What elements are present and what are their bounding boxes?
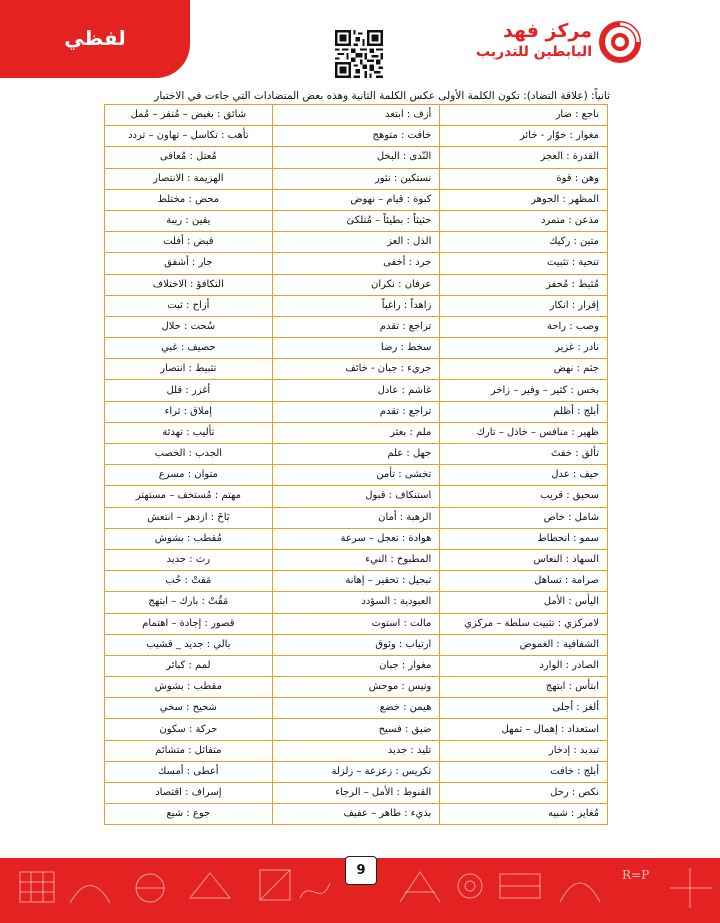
table-row xyxy=(105,592,608,613)
table-cell: قبض : أفلت xyxy=(105,232,273,253)
table-row xyxy=(105,783,608,804)
table-cell: المظهر : الجوهر xyxy=(440,189,608,210)
table-cell: الهزيمة : الانتصار xyxy=(105,168,273,189)
table-cell: ناجع : ضار xyxy=(440,105,608,126)
table-cell: المطبوخ : النيء xyxy=(272,549,440,570)
table-cell: متين : ركيك xyxy=(440,232,608,253)
table-cell: هيمن : خضع xyxy=(272,698,440,719)
table-cell: ألغز : أجلى xyxy=(440,698,608,719)
footer-formula: R=P xyxy=(622,868,650,882)
table-cell: العبودية : السؤدد xyxy=(272,592,440,613)
table-cell: محض : مختلط xyxy=(105,189,273,210)
table-cell: سمو : انحطاط xyxy=(440,528,608,549)
table-cell: استنكاف : قبول xyxy=(272,486,440,507)
table-cell: ارتياب : وثوق xyxy=(272,634,440,655)
table-cell: جهل : علم xyxy=(272,444,440,465)
brand-name-line1: مركز فهد xyxy=(502,20,592,42)
table-row xyxy=(105,677,608,698)
table-cell: تخشى : تأمن xyxy=(272,465,440,486)
table-cell: غاشم : عادل xyxy=(272,380,440,401)
table-cell: إملاق : ثراء xyxy=(105,401,273,422)
table-row xyxy=(105,147,608,168)
table-cell: الرهبة : أمان xyxy=(272,507,440,528)
table-cell: مالت : استوت xyxy=(272,613,440,634)
table-cell: مُثبط : مُحفز xyxy=(440,274,608,295)
table-row xyxy=(105,486,608,507)
table-cell: لمم : كبائر xyxy=(105,655,273,676)
table-cell: بَاخَ : ازدهر – انتعش xyxy=(105,507,273,528)
table-cell: جوع : شبع xyxy=(105,804,273,825)
table-cell: الشفافية : الغموض xyxy=(440,634,608,655)
table-cell: النّدى : البخل xyxy=(272,147,440,168)
table-row xyxy=(105,274,608,295)
table-cell: زاهداً : راغباً xyxy=(272,295,440,316)
section-title: لفظي xyxy=(64,26,126,50)
table-row xyxy=(105,295,608,316)
table-row xyxy=(105,613,608,634)
table-cell: تراجع : تقدم xyxy=(272,401,440,422)
table-cell: ضيق : فسيح xyxy=(272,719,440,740)
table-cell: نادر : غزير xyxy=(440,338,608,359)
table-cell: بذيء : طاهر – عفيف xyxy=(272,804,440,825)
table-row xyxy=(105,719,608,740)
table-cell: تكريس : زعزعة – زلزلة xyxy=(272,761,440,782)
table-cell: مَقُتْ : بارك – ابتهج xyxy=(105,592,273,613)
table-row xyxy=(105,401,608,422)
table-cell: مهتم : مُستخف – مستهتر xyxy=(105,486,273,507)
table-cell: اليأس : الأمل xyxy=(440,592,608,613)
table-cell: تألق : خفتَ xyxy=(440,444,608,465)
table-row xyxy=(105,549,608,570)
table-row xyxy=(105,316,608,337)
table-cell: جرد : أخفى xyxy=(272,253,440,274)
table-cell: تبجيل : تحقير – إهانة xyxy=(272,571,440,592)
table-row xyxy=(105,655,608,676)
qr-code-icon[interactable] xyxy=(335,30,383,78)
table-cell: حصيف : غبي xyxy=(105,338,273,359)
table-cell: مَقتْ : حُب xyxy=(105,571,273,592)
table-row xyxy=(105,422,608,443)
table-cell: مغوار : جبان xyxy=(272,655,440,676)
table-cell: نستكين : نثور xyxy=(272,168,440,189)
table-cell: تراجع : تقدم xyxy=(272,316,440,337)
table-row xyxy=(105,168,608,189)
table-cell: تليد : جديد xyxy=(272,740,440,761)
table-cell: أزف : ابتعد xyxy=(272,105,440,126)
table-cell: خافت : متوهج xyxy=(272,126,440,147)
table-row xyxy=(105,380,608,401)
table-cell: تبديد : إدخار xyxy=(440,740,608,761)
table-cell: حيف : عدل xyxy=(440,465,608,486)
table-cell: حثيثاً : بطيئاً – مُتلكئ xyxy=(272,210,440,231)
table-cell: أعطى : أمسك xyxy=(105,761,273,782)
table-row xyxy=(105,210,608,231)
table-cell: مُعتل : مُعافى xyxy=(105,147,273,168)
table-cell: استعداد : إهمال – تمهل xyxy=(440,719,608,740)
table-cell: أبلج : خافت xyxy=(440,761,608,782)
table-cell: بالي : جديد _ قشيب xyxy=(105,634,273,655)
table-row xyxy=(105,804,608,825)
table-cell: الذل : العز xyxy=(272,232,440,253)
table-cell: وهن : قوة xyxy=(440,168,608,189)
section-tab xyxy=(0,0,190,78)
table-cell: صرامة : تساهل xyxy=(440,571,608,592)
table-row xyxy=(105,571,608,592)
table-cell: تأهب : تكاسل – تهاون – تردد xyxy=(105,126,273,147)
table-row xyxy=(105,761,608,782)
table-cell: شحيح : سخي xyxy=(105,698,273,719)
brand-name xyxy=(392,20,592,62)
table-cell: مُقطب : بشوش xyxy=(105,528,273,549)
brand-logo-icon xyxy=(598,20,642,64)
table-cell: متوان : مسرع xyxy=(105,465,273,486)
table-cell: إسراف : اقتصاد xyxy=(105,783,273,804)
table-cell: مغوار : خوّار - خائر xyxy=(440,126,608,147)
table-cell: عرفان : نكران xyxy=(272,274,440,295)
table-cell: نكص : رحل xyxy=(440,783,608,804)
intro-text: ثانياً: (علاقة التضاد): تكون الكلمة الأولى عكس الكلمة الثانية وهذه بعض المتضادات التي جاءت في الاختبار xyxy=(154,90,610,102)
table-row xyxy=(105,507,608,528)
table-cell: الصادر : الوارد xyxy=(440,655,608,676)
table-row xyxy=(105,444,608,465)
table-row xyxy=(105,253,608,274)
table-cell: شائق : بغيض – مُنفر – مُمل xyxy=(105,105,273,126)
table-cell: سخط : رضا xyxy=(272,338,440,359)
table-cell: سحيق : قريب xyxy=(440,486,608,507)
table-cell: مقطب : بشوش xyxy=(105,677,273,698)
table-cell: تثبيط : انتصار xyxy=(105,359,273,380)
table-cell: رث : جديد xyxy=(105,549,273,570)
table-cell: مُغاير : شبيه xyxy=(440,804,608,825)
table-row xyxy=(105,528,608,549)
table-row xyxy=(105,634,608,655)
table-cell: التكافؤ : الاختلاف xyxy=(105,274,273,295)
table-cell: كبوة : قيام – نهوض xyxy=(272,189,440,210)
table-row xyxy=(105,338,608,359)
table-cell: هوادة : تعجل – سرعة xyxy=(272,528,440,549)
table-cell: أغزر : قلل xyxy=(105,380,273,401)
table-cell: جار : أشفق xyxy=(105,253,273,274)
table-row xyxy=(105,698,608,719)
page-number: 9 xyxy=(345,856,377,885)
table-cell: ابتأس : ابتهج xyxy=(440,677,608,698)
table-cell: سُحت : حلال xyxy=(105,316,273,337)
table-cell: ونيس : موحش xyxy=(272,677,440,698)
table-row xyxy=(105,126,608,147)
table-cell: القدرة : العجز xyxy=(440,147,608,168)
table-cell: لامركزي : تثبيت سلطة – مركزي xyxy=(440,613,608,634)
table-cell: الجدب : الخصب xyxy=(105,444,273,465)
brand-name-line2: البابطين للتدريب xyxy=(475,44,592,60)
table-row xyxy=(105,232,608,253)
table-row xyxy=(105,359,608,380)
table-cell: قصور : إجادة – اهتمام xyxy=(105,613,273,634)
table-cell: وصب : راحة xyxy=(440,316,608,337)
table-cell: إقرار : انكار xyxy=(440,295,608,316)
table-cell: تأليب : تهدئة xyxy=(105,422,273,443)
table-cell: أبلج : أظلم xyxy=(440,401,608,422)
table-cell: ظهير : منافس – خاذل – تارك xyxy=(440,422,608,443)
table-cell: ملم : بعثر xyxy=(272,422,440,443)
table-cell: يقين : ريبة xyxy=(105,210,273,231)
table-cell: شامل : خاص xyxy=(440,507,608,528)
table-cell: جثم : نهض xyxy=(440,359,608,380)
table-cell: جريء : جبان - خائف xyxy=(272,359,440,380)
table-cell: السهاد : النعاس xyxy=(440,549,608,570)
table-row xyxy=(105,465,608,486)
table-cell: تنحية : تثبيت xyxy=(440,253,608,274)
table-row xyxy=(105,189,608,210)
table-row xyxy=(105,105,608,126)
table-row xyxy=(105,740,608,761)
table-cell: القنوط : الأمل – الرجاء xyxy=(272,783,440,804)
table-cell: مذعن : متمرد xyxy=(440,210,608,231)
table-cell: بخس : كثير – وفير – زاخر xyxy=(440,380,608,401)
antonyms-table xyxy=(104,104,608,825)
table-cell: أزاح : ثبت xyxy=(105,295,273,316)
table-cell: حركة : سكون xyxy=(105,719,273,740)
table-cell: متفائل : متشائم xyxy=(105,740,273,761)
